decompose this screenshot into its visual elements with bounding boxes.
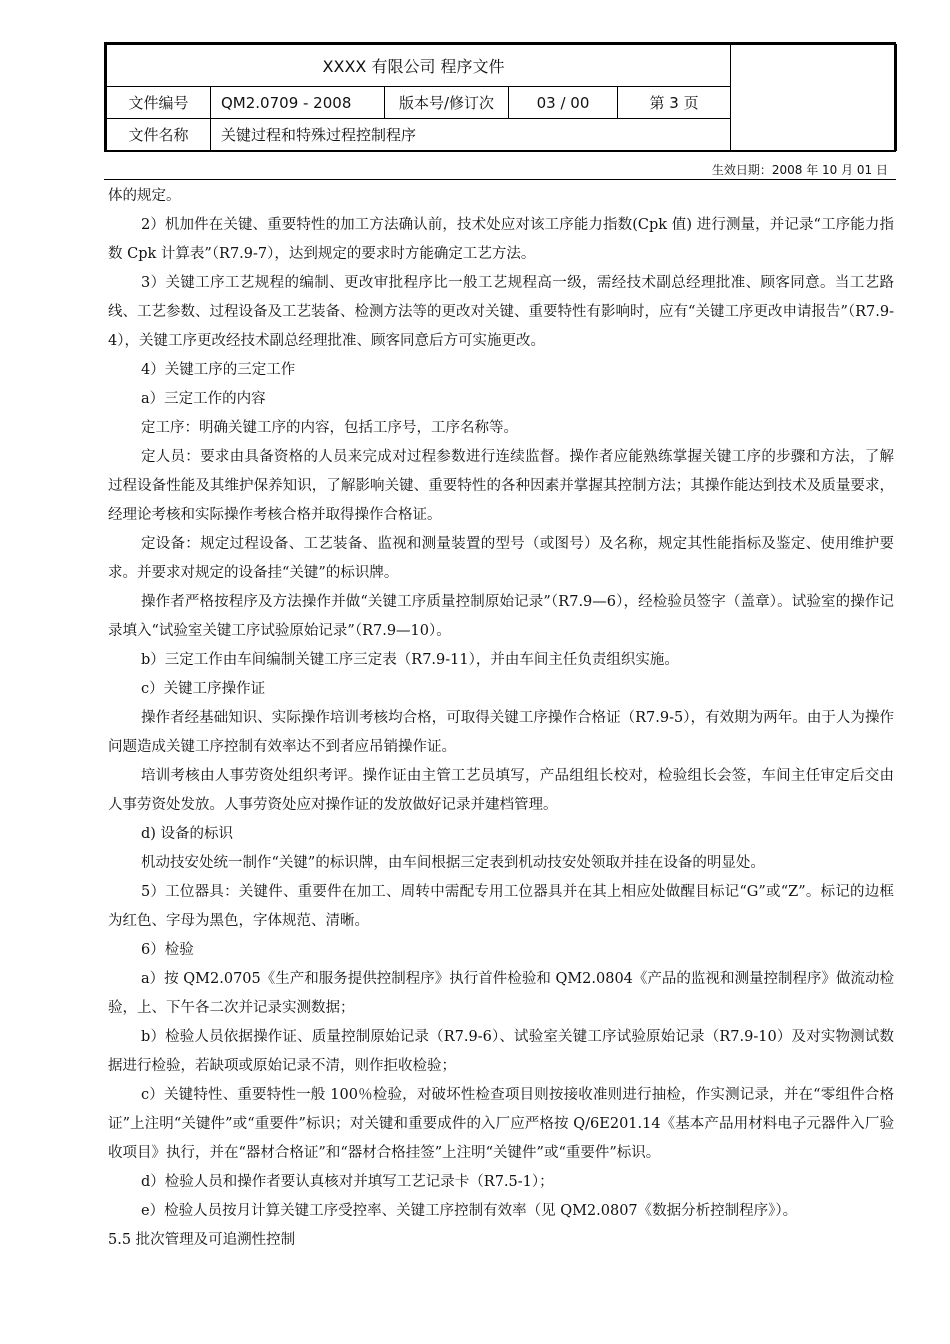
paragraph: 操作者严格按程序及方法操作并做“关键工序质量控制原始记录”（R7.9—6），经检验员签字（盖章）。试验室的操作记录填入“试验室关键工序试验原始记录”（R7.9—10）。 — [108, 594, 894, 639]
doc-name-label: 文件名称 — [107, 119, 211, 151]
paragraph: c）关键特性、重要特性一般 100％检验，对破坏性检查项目则按接收准则进行抽检，作实测记录，并在“零组件合格证”上注明“关键件”或“重要件”标识；对关键和重要成件的入厂应严格按 Q/6E201.14《基本产品用材料电子元器件入厂验收项目》执行，并在“器材合格证”和“器材合格挂签”上注明“关键件”或“重要件”标识。 — [108, 1087, 894, 1161]
paragraph: 3）关键工序工艺规程的编制、更改审批程序比一般工艺规程高一级，需经技术副总经理批准、顾客同意。当工艺路线、工艺参数、过程设备及工艺装备、检测方法等的更改对关键、重要特性有影响时，应有“关键工序更改申请报告”（R7.9-4），关键工序更改经技术副总经理批准、顾客同意后方可实施更改。 — [108, 275, 894, 349]
paragraph: 5）工位器具：关键件、重要件在加工、周转中需配专用工位器具并在其上相应处做醒目标记“G”或“Z”。标记的边框为红色、字母为黑色，字体规范、清晰。 — [108, 884, 894, 929]
paragraph: 机动技安处统一制作“关键”的标识牌，由车间根据三定表到机动技安处领取并挂在设备的明显处。 — [141, 855, 765, 871]
paragraph: 2）机加件在关键、重要特性的加工方法确认前，技术处应对该工序能力指数(Cpk 值) 进行测量，并记录“工序能力指数 Cpk 计算表”（R7.9-7），达到规定的要求时方能确定工艺方法。 — [108, 217, 894, 262]
page-number: 第 3 页 — [618, 87, 731, 119]
effective-date: 生效日期：2008 年 10 月 01 日 — [711, 163, 888, 177]
paragraph: b）三定工作由车间编制关键工序三定表（R7.9-11），并由车间主任负责组织实施。 — [141, 652, 679, 668]
paragraph: a）按 QM2.0705《生产和服务提供控制程序》执行首件检验和 QM2.0804《产品的监视和测量控制程序》做流动检验，上、下午各二次并记录实测数据； — [108, 971, 894, 1016]
paragraph: c）关键工序操作证 — [141, 681, 266, 697]
doc-no-value: QM2.0709 - 2008 — [211, 87, 385, 119]
header-rule — [104, 179, 896, 180]
document-body — [108, 182, 894, 1255]
version-label: 版本号/修订次 — [385, 87, 509, 119]
paragraph: 定人员：要求由具备资格的人员来完成对过程参数进行连续监督。操作者应能熟练掌握关键工序的步骤和方法，了解过程设备性能及其维护保养知识，了解影响关键、重要特性的各种因素并掌握其控制方法；其操作能达到技术及质量要求，经理论考核和实际操作考核合格并取得操作合格证。 — [108, 449, 894, 523]
paragraph: d) 设备的标识 — [141, 826, 234, 842]
document-header-table — [104, 42, 896, 152]
paragraph: 操作者经基础知识、实际操作培训考核均合格，可取得关键工序操作合格证（R7.9-5），有效期为两年。由于人为操作问题造成关键工序控制有效率达不到者应吊销操作证。 — [108, 710, 894, 755]
paragraph: 4）关键工序的三定工作 — [141, 362, 296, 378]
doc-no-label: 文件编号 — [107, 87, 211, 119]
version-value: 03 / 00 — [509, 87, 618, 119]
paragraph: e）检验人员按月计算关键工序受控率、关键工序控制有效率（见 QM2.0807《数据分析控制程序》）。 — [141, 1203, 798, 1219]
paragraph: 定设备：规定过程设备、工艺装备、监视和测量装置的型号（或图号）及名称，规定其性能指标及鉴定、使用维护要求。并要求对规定的设备挂“关键”的标识牌。 — [108, 536, 894, 581]
paragraph: b）检验人员依据操作证、质量控制原始记录（R7.9-6）、试验室关键工序试验原始记录（R7.9-10）及对实物测试数据进行检验，若缺项或原始记录不清，则作拒收检验； — [108, 1029, 894, 1074]
paragraph: 体的规定。 — [108, 188, 181, 204]
company-title: XXXX 有限公司 程序文件 — [107, 45, 731, 87]
doc-name-value: 关键过程和特殊过程控制程序 — [211, 119, 731, 151]
paragraph: 定工序：明确关键工序的内容，包括工序号，工序名称等。 — [141, 420, 518, 436]
paragraph: 6）检验 — [141, 942, 194, 958]
paragraph: d）检验人员和操作者要认真核对并填写工艺记录卡（R7.5-1）； — [141, 1174, 554, 1190]
paragraph: 培训考核由人事劳资处组织考评。操作证由主管工艺员填写，产品组组长校对，检验组长会签，车间主任审定后交由人事劳资处发放。人事劳资处应对操作证的发放做好记录并建档管理。 — [108, 768, 894, 813]
header-blank-cell — [731, 45, 897, 151]
paragraph: a）三定工作的内容 — [141, 391, 266, 407]
section-heading: 5.5 批次管理及可追溯性控制 — [108, 1232, 296, 1248]
